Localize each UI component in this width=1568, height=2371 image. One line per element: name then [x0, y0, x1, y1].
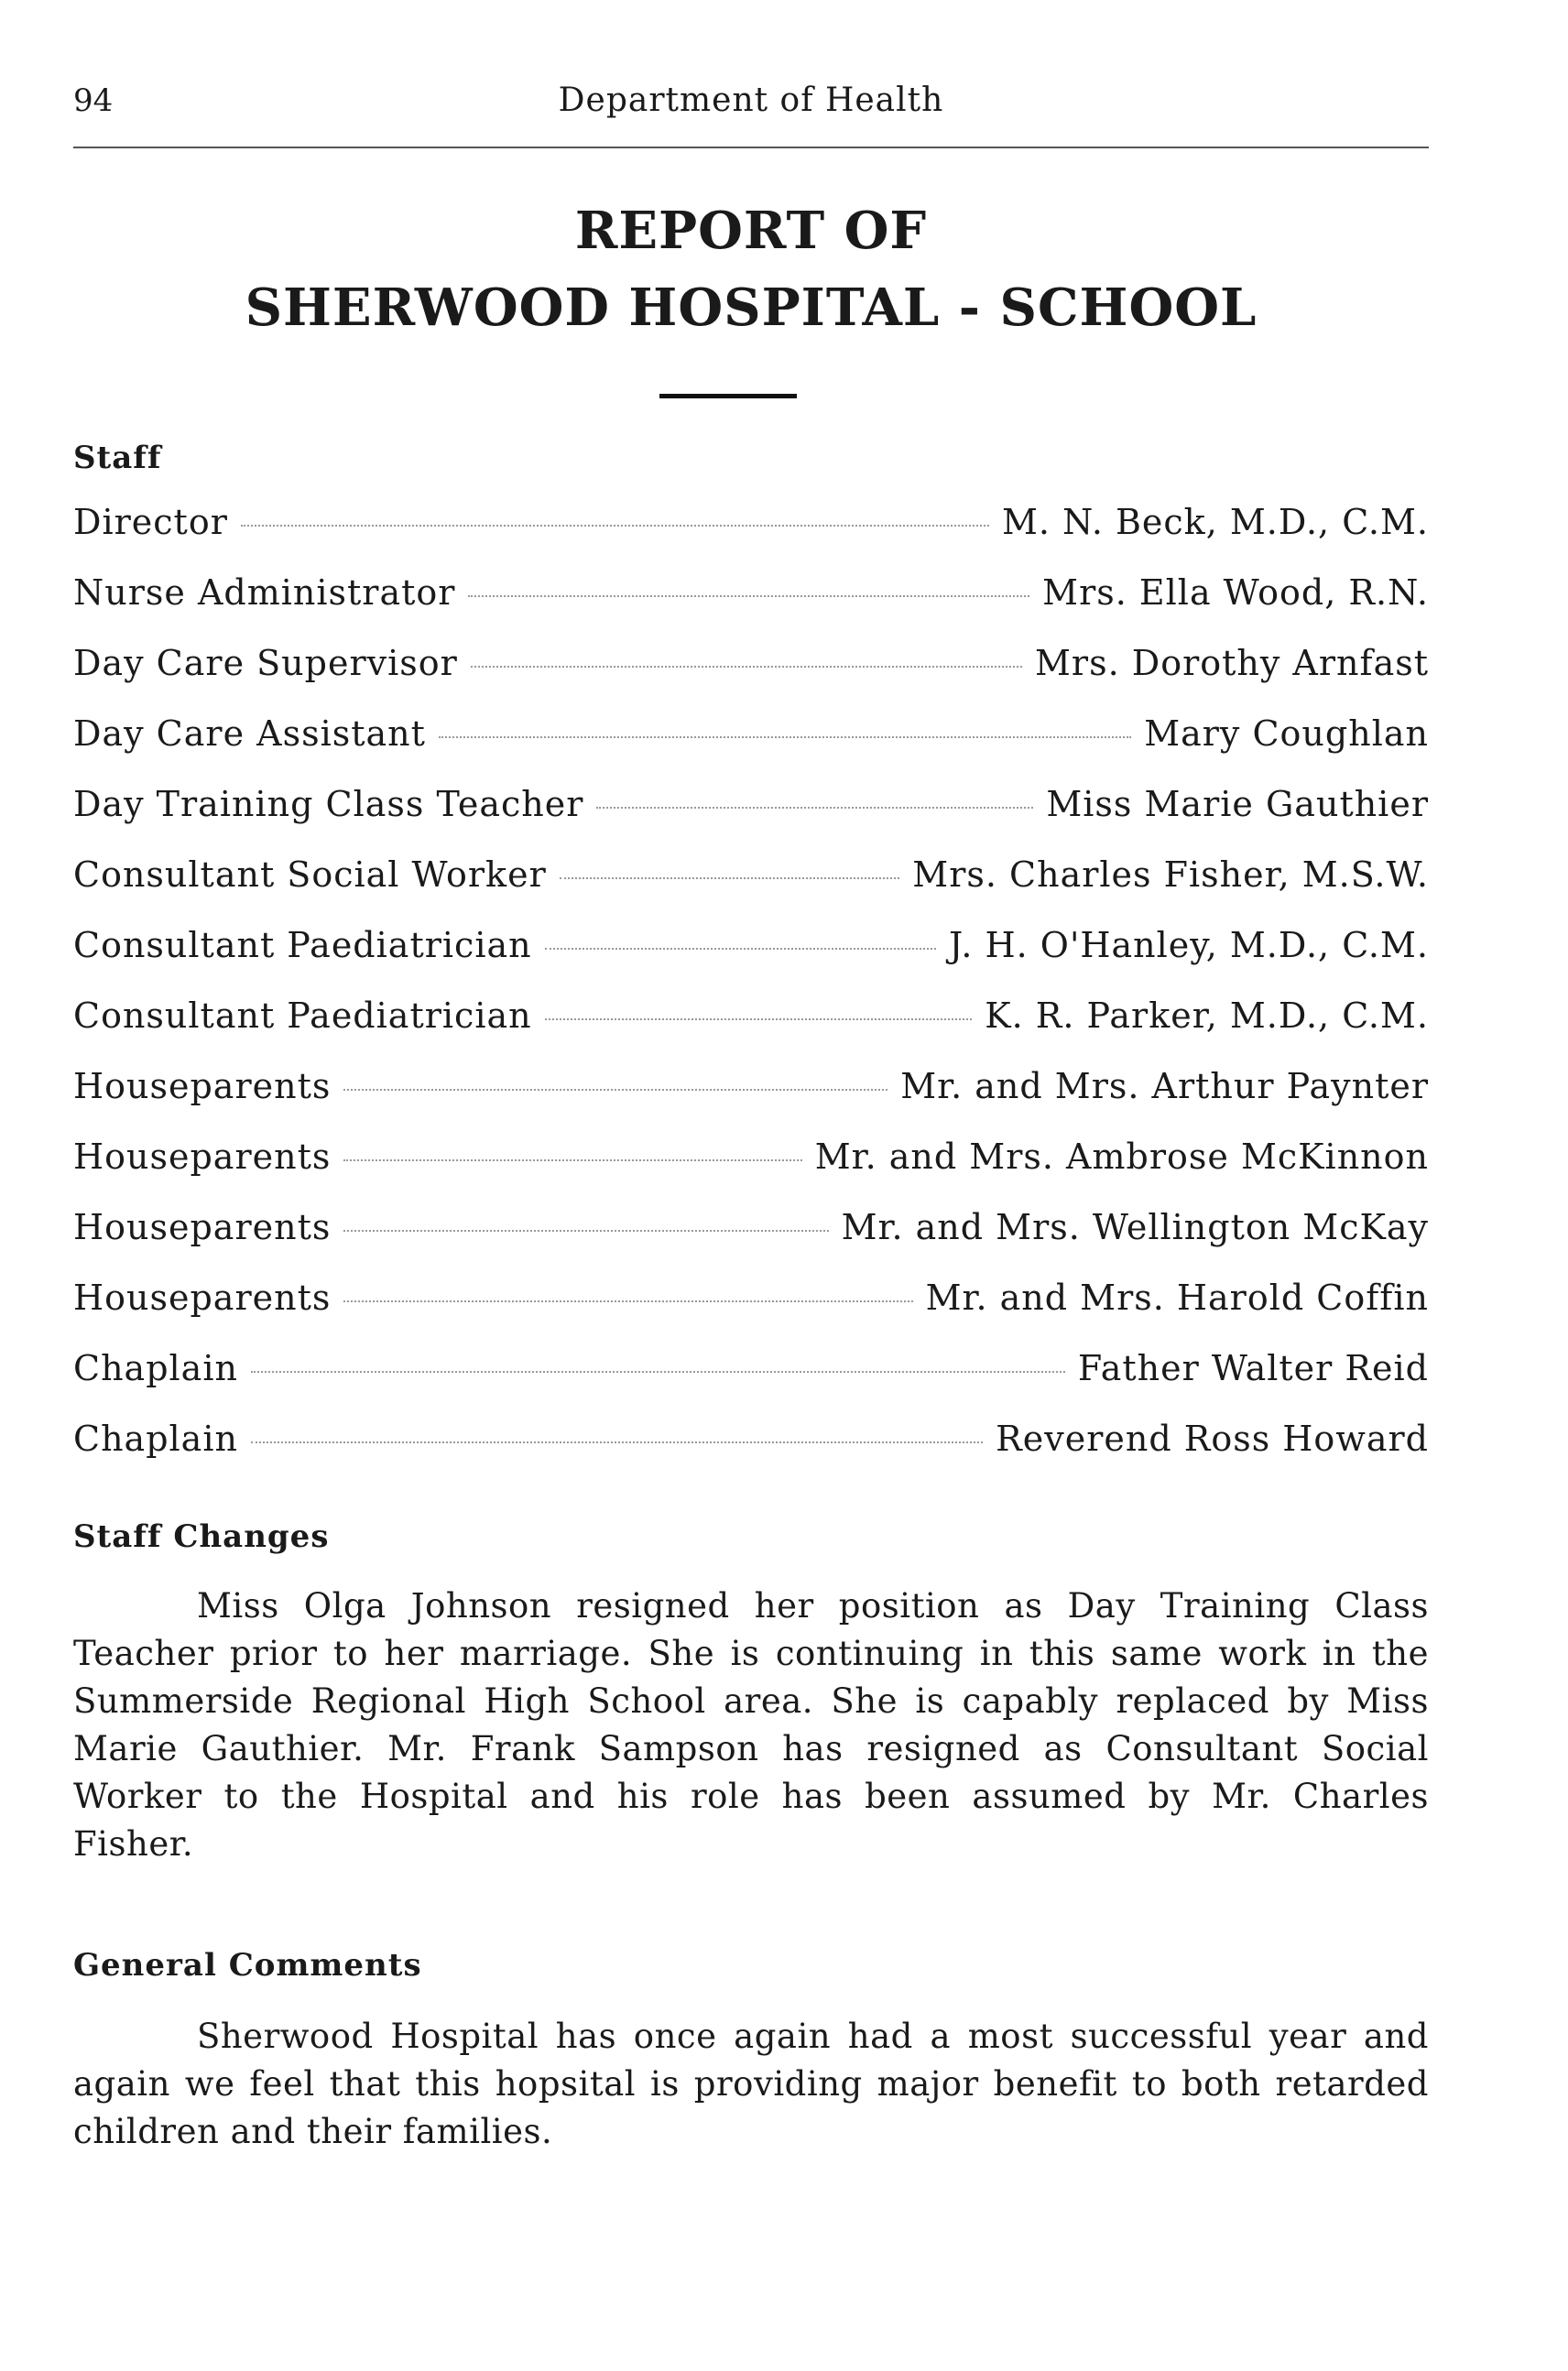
staff-name: Reverend Ross Howard [996, 1419, 1429, 1459]
staff-name: Mr. and Mrs. Wellington McKay [841, 1207, 1429, 1247]
running-head [73, 73, 1429, 128]
title-rule [659, 394, 797, 398]
staff-role: Day Training Class Teacher [73, 784, 584, 824]
staff-list [73, 502, 1429, 1489]
staff-heading: Staff [73, 440, 162, 476]
staff-role: Consultant Paediatrician [73, 925, 532, 965]
staff-row [73, 1137, 1429, 1207]
staff-name: K. R. Parker, M.D., C.M. [985, 995, 1429, 1036]
staff-row [73, 854, 1429, 925]
staff-name: Mrs. Charles Fisher, M.S.W. [912, 854, 1429, 895]
staff-row [73, 1207, 1429, 1278]
general-comments-heading: General Comments [73, 1947, 422, 1984]
report-title-line-1: REPORT OF [574, 201, 928, 261]
dot-leader [471, 666, 1022, 668]
staff-row [73, 643, 1429, 713]
dot-leader [343, 1230, 828, 1232]
staff-role: Day Care Supervisor [73, 643, 458, 683]
running-title: Department of Health [558, 82, 944, 119]
document-page [73, 73, 1429, 2308]
dot-leader [439, 736, 1131, 738]
report-title-line-2: SHERWOOD HOSPITAL - SCHOOL [245, 277, 1258, 338]
staff-row [73, 572, 1429, 643]
staff-name: M. N. Beck, M.D., C.M. [1001, 502, 1429, 542]
staff-row [73, 1278, 1429, 1348]
staff-role: Consultant Social Worker [73, 854, 547, 895]
staff-row [73, 784, 1429, 854]
dot-leader [468, 595, 1029, 597]
staff-changes-paragraph: Miss Olga Johnson resigned her position as Day Training Class Teacher prior to her marriage. She is continuing in this same work in the Summerside Regional High School area. She is capably replaced by Miss Marie Gauthier. Mr. Frank Sampson has resigned as Consultant Social Worker to the Hospital and his role has been assumed by Mr. Charles Fisher. [73, 1586, 1429, 1864]
staff-name: Mrs. Ella Wood, R.N. [1042, 572, 1429, 613]
general-comments-paragraph: Sherwood Hospital has once again had a most successful year and again we feel that this hopsital is providing major benefit to both retarded children and their families. [73, 2017, 1429, 2151]
page-number: 94 [73, 82, 114, 119]
staff-name: Miss Marie Gauthier [1046, 784, 1429, 824]
dot-leader [545, 948, 936, 950]
dot-leader [241, 525, 989, 527]
staff-role: Chaplain [73, 1348, 238, 1388]
staff-row [73, 1419, 1429, 1489]
staff-name: Mr. and Mrs. Ambrose McKinnon [814, 1137, 1429, 1177]
staff-role: Houseparents [73, 1207, 332, 1247]
dot-leader [596, 807, 1033, 809]
dot-leader [343, 1300, 912, 1302]
staff-changes-heading: Staff Changes [73, 1518, 330, 1555]
staff-role: Houseparents [73, 1066, 332, 1106]
staff-role: Houseparents [73, 1137, 332, 1177]
staff-name: Mary Coughlan [1144, 713, 1429, 754]
staff-row [73, 925, 1429, 995]
staff-name: Mr. and Mrs. Arthur Paynter [900, 1066, 1429, 1106]
dot-leader [251, 1371, 1065, 1373]
staff-role: Consultant Paediatrician [73, 995, 532, 1036]
staff-row [73, 995, 1429, 1066]
dot-leader [545, 1018, 973, 1020]
staff-name: Mrs. Dorothy Arnfast [1035, 643, 1429, 683]
staff-name: Mr. and Mrs. Harold Coffin [925, 1278, 1429, 1318]
staff-row [73, 1066, 1429, 1137]
dot-leader [343, 1159, 801, 1161]
header-rule [73, 147, 1429, 148]
staff-row [73, 1348, 1429, 1419]
staff-role: Director [73, 502, 228, 542]
staff-role: Houseparents [73, 1278, 332, 1318]
dot-leader [343, 1089, 887, 1091]
staff-role: Day Care Assistant [73, 713, 426, 754]
staff-row [73, 502, 1429, 572]
staff-role: Chaplain [73, 1419, 238, 1459]
staff-row [73, 713, 1429, 784]
report-title [73, 192, 1429, 346]
staff-role: Nurse Administrator [73, 572, 456, 613]
staff-name: Father Walter Reid [1077, 1348, 1429, 1388]
dot-leader [251, 1441, 983, 1443]
dot-leader [560, 877, 900, 879]
staff-name: J. H. O'Hanley, M.D., C.M. [949, 925, 1429, 965]
